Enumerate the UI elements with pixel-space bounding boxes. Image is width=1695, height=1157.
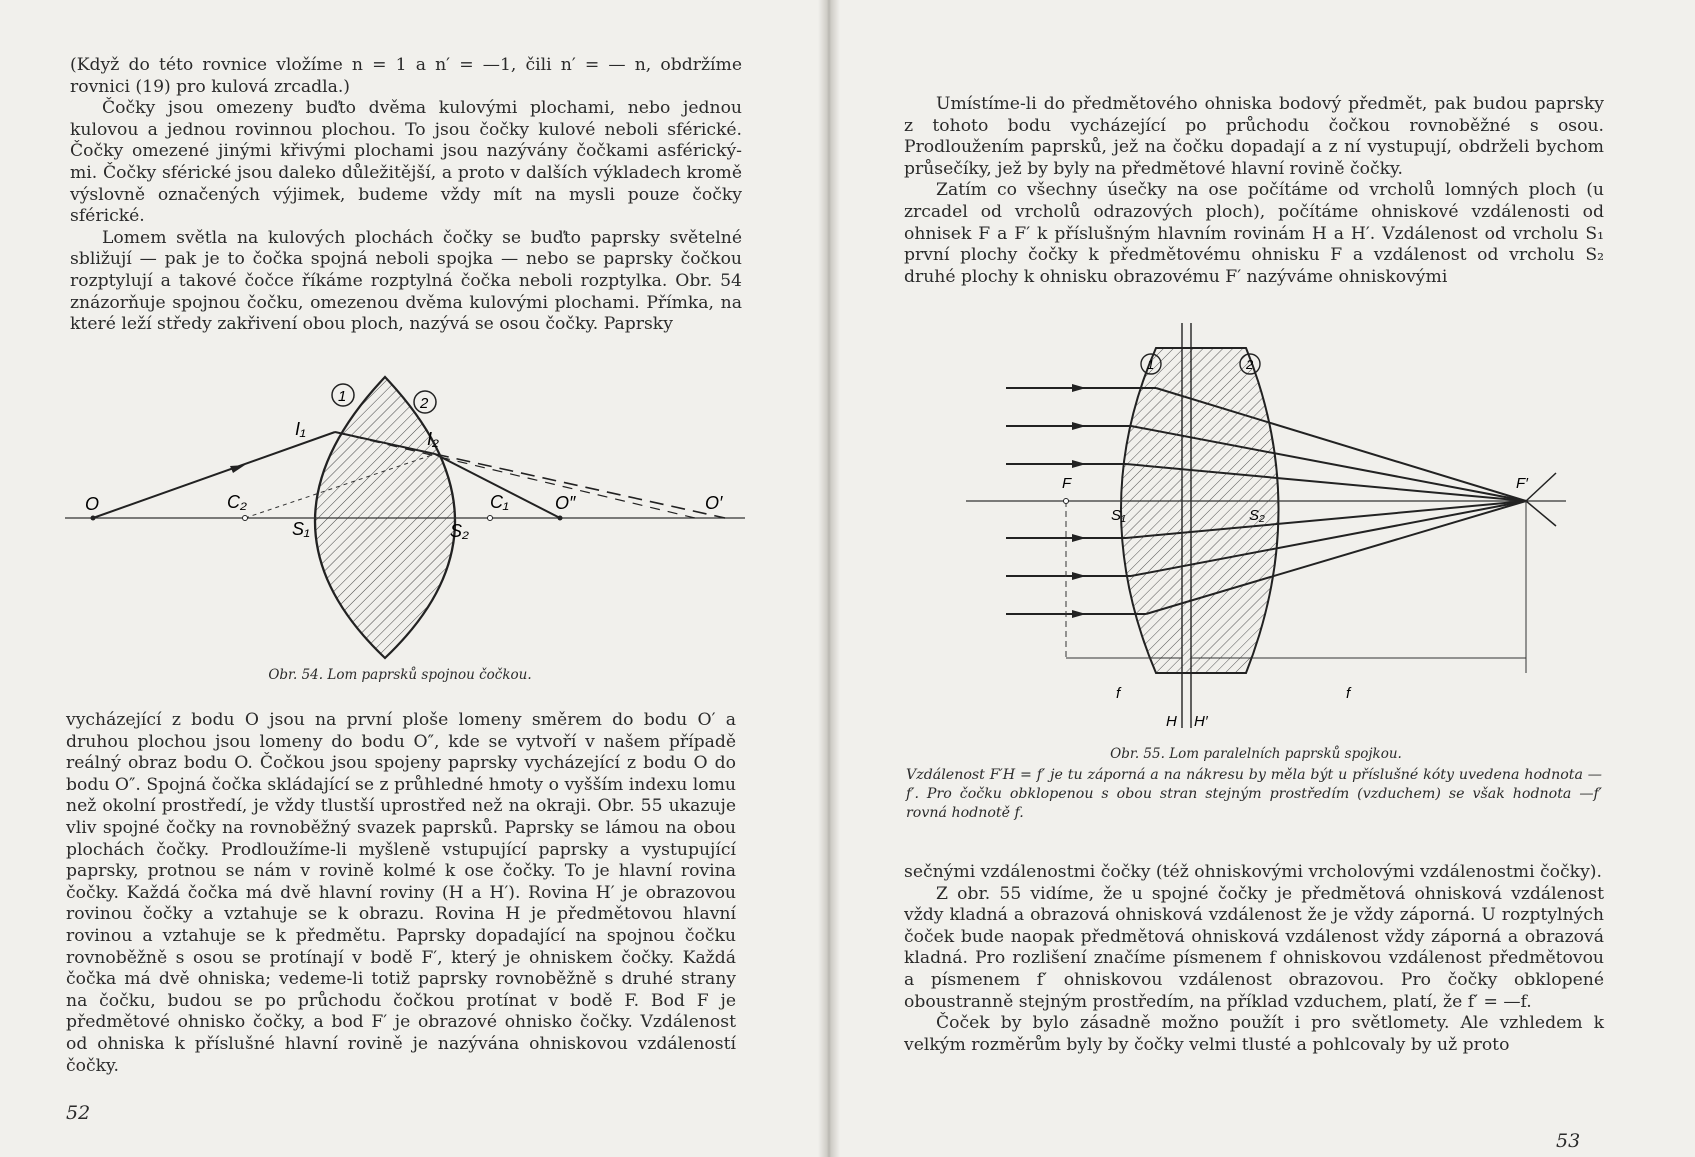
figure-55-note: Vzdálenost F′H = f′ je tu záporná a na nákresu by měla být u příslušné kóty uvedena hodnota —f′. Pro čočku obklopenou s obou stran stejným prostředím (vzduchem) se však hodnota —f′ rovná hodnotě f. — [906, 767, 1602, 821]
right-page — [826, 0, 1695, 1157]
label-F: F — [1062, 475, 1072, 492]
paragraph: (Když do této rovnice vložíme n = 1 a n′ = —1, čili n′ = — n, obdržíme rovnici (19) pro kulová zrcadla.) — [70, 55, 742, 97]
paragraph: Zatím co všechny úsečky na ose počítáme od vrcholů lomných ploch (u zrcadel od vrcholů odrazových ploch), počítáme ohniskové vzdálenosti od ohnisek F a F′ k příslušným hlavním rovinám H a H′. Vzdálenost od vrcholu S₁ první plochy čočky k předmětovému ohnisku F a vzdálenost od vrcholu S₂ druhé plochy k ohnisku obrazovému F′ nazýváme ohniskovými — [904, 180, 1604, 287]
figure-55-caption: Obr. 55. Lom paralelních paprsků spojkou. — [1110, 746, 1402, 762]
label-surface-1: 1 — [1147, 357, 1155, 372]
figure-54-lens-diagram — [55, 365, 755, 665]
arrow-icon — [230, 465, 245, 473]
label-C1: C₁ — [490, 492, 509, 512]
label-f-left: f — [1116, 685, 1121, 702]
label-O-double-prime: O″ — [555, 493, 576, 513]
right-text-bottom — [904, 862, 1604, 1056]
book-gutter — [818, 0, 840, 1157]
paragraph: sečnými vzdálenostmi čočky (též ohniskovými vrcholovými vzdálenostmi čočky). — [904, 862, 1602, 882]
paragraph: Umístíme-li do předmětového ohniska bodový předmět, pak budou paprsky z tohoto bodu vycházející po průchodu čočkou rovnoběžné s osou. Prodloužením paprsků, jež na čočku dopadají a z ní vystupují, obdrželi bychom průsečíky, jež by byly na předmětové hlavní rovině čočky. — [904, 94, 1604, 179]
page-number-left: 52 — [66, 1102, 91, 1124]
figure-54-caption: Obr. 54. Lom paprsků spojnou čočkou. — [268, 667, 532, 683]
label-surface-2: 2 — [420, 395, 429, 412]
left-page — [0, 0, 826, 1157]
paragraph: Lomem světla na kulových plochách čočky se buďto paprsky světelné sbližují — pak je to čočka spojná neboli spojka — nebo se paprsky čočkou rozptylují a takové čočce říkáme rozptylná čočka neboli rozptylka. Obr. 54 znázorňuje spojnou čočku, omezenou dvěma kulovými plochami. Přímka, na které leží středy zakřivení obou ploch, nazývá se osou čočky. Paprsky — [70, 227, 742, 335]
label-I2: I₂ — [427, 429, 439, 449]
ray-incident — [93, 432, 335, 518]
right-text-top — [904, 94, 1604, 288]
label-F-prime: F′ — [1516, 475, 1528, 492]
label-H-prime: H′ — [1194, 713, 1208, 730]
label-S2: S₂ — [1249, 507, 1265, 524]
left-text-top — [70, 55, 742, 336]
paragraph: Z obr. 55 vidíme, že u spojné čočky je předmětová ohnisková vzdálenost vždy kladná a obrazová ohnisková vzdálenost že je vždy záporná. U rozptylných čoček bude naopak předmětová ohnisková vzdálenost vždy záporná a obrazová kladná. Pro rozlišení značíme písmenem f ohniskovou vzdálenost předmětovou a písmenem f′ ohniskovou vzdálenost obrazovou. Pro čočky obklopené oboustranně stejným prostředím, na příklad vzduchem, platí, že f′ = —f. — [904, 883, 1604, 1012]
label-S1: S₁ — [1111, 507, 1126, 524]
label-f-right: f — [1346, 685, 1351, 702]
figure-55-lens-diagram — [966, 318, 1596, 738]
ray-extension — [435, 454, 725, 518]
label-S2: S₂ — [450, 521, 469, 541]
paragraph: Čoček by bylo zásadně možno použít i pro světlomety. Ale vzhledem k velkým rozměrům byly by čočky velmi tlusté a pohlcovaly by už proto — [904, 1013, 1604, 1055]
label-I1: I₁ — [295, 419, 306, 439]
paragraph: Čočky jsou omezeny buďto dvěma kulovými plochami, nebo jednou kulovou a jednou rovinnou plochou. To jsou čočky kulové neboli sférické. Čočky omezené jinými křivými plochami jsou nazývány čočkami asférický-mi. Čočky sférické jsou daleko důležitější, a proto v dalších výkladech kromě výslovně označených výjimek, budeme vždy mít na mysli pouze čočky sférické. — [70, 98, 742, 227]
paragraph: vycházející z bodu O jsou na první ploše lomeny směrem do bodu O′ a druhou plochou jsou lomeny do bodu O″, kde se vytvoří v našem případě reálný obraz bodu O. Čočkou jsou spojeny paprsky vycházející z bodu O do bodu O″. Spojná čočka skládající se z průhledné hmoty o vyšším indexu lomu než okolní prostředí, je vždy tlustší uprostřed než na okraji. Obr. 55 ukazuje vliv spojné čočky na rovnoběžný svazek paprsků. Paprsky se lámou na obou plochách čočky. Prodloužíme-li myšleně vstupující paprsky a vystupující paprsky, protnou se nám v rovině kolmé k ose čočky. To je hlavní rovina čočky. Každá čočka má dvě hlavní roviny (H a H′). Rovina H′ je obrazovou rovinou čočky a vztahuje se k obrazu. Rovina H je předmětovou hlavní rovinou a vztahuje se k předmětu. Paprsky dopadající na spojnou čočku rovnoběžně s osou se protínají v bodě F′, který je ohniskem čočky. Každá čočka má dvě ohniska; vedeme-li totiž paprsky rovnoběžně s druhé strany na čočku, budou se po průchodu čočkou protínat v bodě F. Bod F je předmětové ohnisko čočky, a bod F′ je obrazové ohnisko čočky. Vzdálenost od ohniska k příslušné hlavní rovině je nazývána ohniskovou vzdáleností čočky. — [66, 710, 736, 1076]
label-S1: S₁ — [292, 519, 310, 539]
label-C2: C₂ — [227, 492, 247, 512]
page-number-right: 53 — [1556, 1130, 1581, 1152]
label-H: H — [1166, 713, 1177, 730]
label-O: O — [85, 494, 100, 514]
label-surface-1: 1 — [338, 388, 347, 405]
label-O-prime: O′ — [705, 493, 723, 513]
left-text-bottom — [66, 710, 736, 1077]
label-surface-2: 2 — [1246, 357, 1254, 372]
